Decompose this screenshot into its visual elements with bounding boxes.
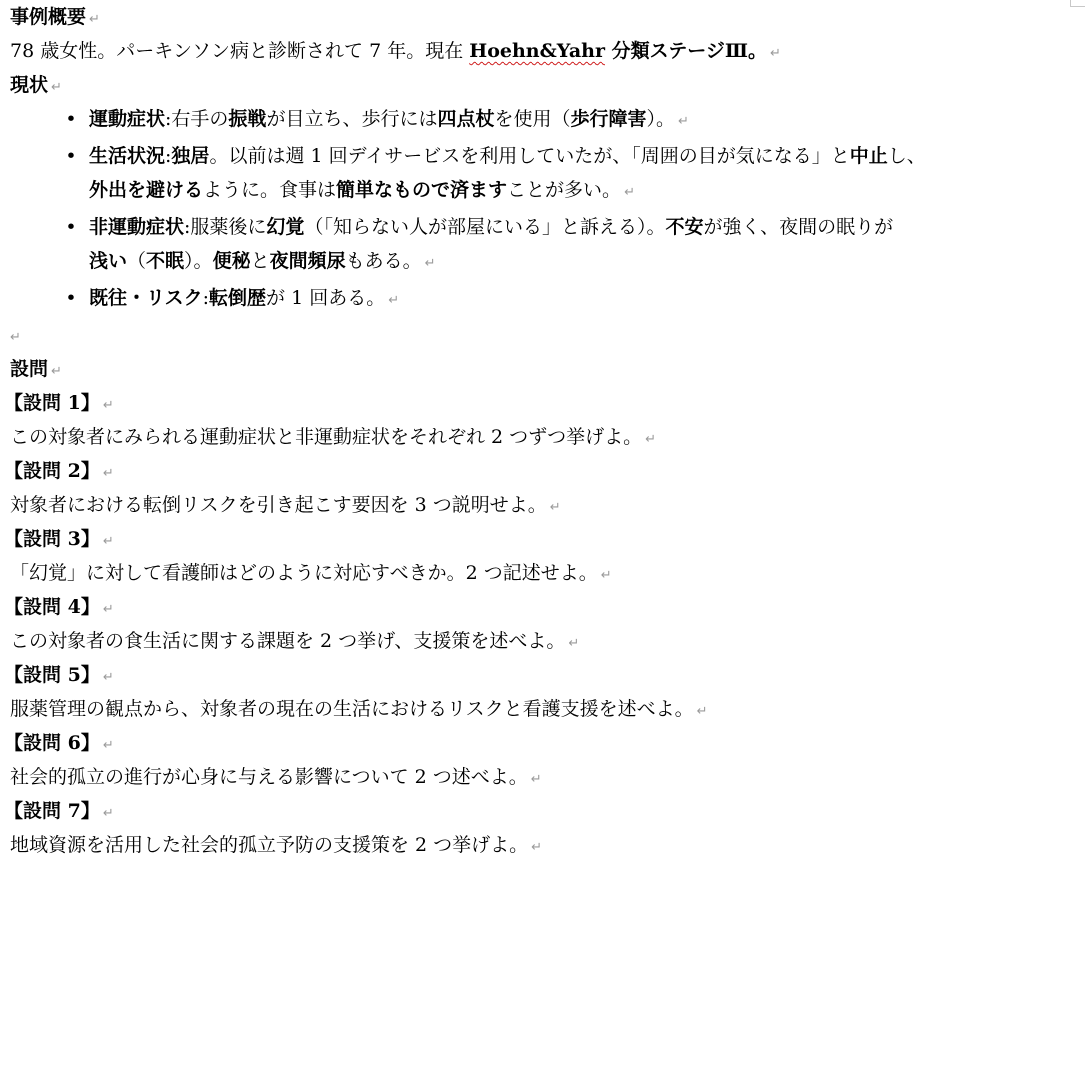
question-text-line bbox=[10, 488, 1078, 522]
question-label-line bbox=[4, 658, 1078, 692]
question-text-line bbox=[10, 692, 1078, 726]
bold-run: 転倒歴 bbox=[209, 287, 267, 309]
question-text-line bbox=[10, 420, 1078, 454]
status-heading-text: 現状 bbox=[10, 74, 49, 96]
bold-run: 不安 bbox=[665, 216, 704, 238]
bold-run: 浅い bbox=[89, 250, 128, 272]
text-run: : bbox=[165, 145, 172, 167]
paragraph-return-mark: ↵ bbox=[696, 704, 708, 719]
status-heading bbox=[10, 68, 1078, 102]
text-run: ことが多い。 bbox=[507, 179, 622, 201]
question-text: 対象者における転倒リスクを引き起こす要因を 3 つ説明せよ。 bbox=[10, 494, 547, 516]
bold-run: 運動症状 bbox=[89, 108, 166, 130]
text-run: が 1 回ある。 bbox=[266, 287, 386, 309]
status-bullet-item bbox=[10, 139, 1078, 210]
status-bullet-item bbox=[10, 210, 1078, 281]
paragraph-return-mark: ↵ bbox=[549, 500, 561, 515]
bold-run: 非運動症状 bbox=[89, 216, 185, 238]
question-text-line bbox=[10, 760, 1078, 794]
bullet-dot: • bbox=[65, 287, 77, 309]
status-bullet-item bbox=[10, 102, 1078, 139]
text-run: もある。 bbox=[345, 250, 422, 272]
question-text: 社会的孤立の進行が心身に与える影響について 2 つ述べよ。 bbox=[10, 766, 528, 788]
question-label-line bbox=[4, 386, 1078, 420]
text-run: ように。食事は bbox=[203, 179, 337, 201]
question-text: 地域資源を活用した社会的孤立予防の支援策を 2 つ挙げよ。 bbox=[10, 834, 529, 856]
bold-run: 振戦 bbox=[228, 108, 267, 130]
text-run: 。以前は週 1 回デイサービスを利用していたが、「周囲の目が気になる」と bbox=[209, 145, 850, 167]
question-label: 【設問 7】 bbox=[4, 800, 100, 822]
paragraph-return-mark: ↵ bbox=[530, 772, 542, 787]
question-label: 【設問 5】 bbox=[4, 664, 100, 686]
case-summary-suffix: 分類ステージⅢ。 bbox=[604, 40, 767, 62]
paragraph-return-mark: ↵ bbox=[568, 636, 580, 651]
paragraph-return-mark: ↵ bbox=[102, 738, 114, 753]
bullet-dot: • bbox=[65, 216, 77, 238]
text-run: （「知らない人が部屋にいる」と訴える）。 bbox=[304, 216, 666, 238]
bold-run: 四点杖 bbox=[437, 108, 495, 130]
document-page bbox=[4, 0, 1078, 862]
paragraph-return-mark: ↵ bbox=[102, 534, 114, 549]
paragraph-return-mark: ↵ bbox=[769, 46, 781, 61]
paragraph-return-mark: ↵ bbox=[102, 806, 114, 821]
bullet-dot: • bbox=[65, 108, 77, 130]
paragraph-return-mark: ↵ bbox=[89, 12, 100, 27]
text-run: ）。 bbox=[184, 250, 213, 272]
bold-run: 夜間頻尿 bbox=[269, 250, 346, 272]
question-text: この対象者の食生活に関する課題を 2 つ挙げ、支援策を述べよ。 bbox=[10, 630, 566, 652]
question-label: 【設問 6】 bbox=[4, 732, 100, 754]
paragraph-return-mark: ↵ bbox=[102, 398, 114, 413]
bold-run: 生活状況 bbox=[89, 145, 166, 167]
paragraph-return-mark: ↵ bbox=[531, 840, 543, 855]
paragraph-return-mark: ↵ bbox=[51, 80, 62, 95]
paragraph-return-mark: ↵ bbox=[424, 256, 436, 271]
questions-heading-text: 設問 bbox=[10, 358, 49, 380]
questions-heading bbox=[10, 352, 1078, 386]
question-label: 【設問 4】 bbox=[4, 596, 100, 618]
paragraph-return-mark: ↵ bbox=[10, 330, 21, 345]
paragraph-return-mark: ↵ bbox=[102, 602, 114, 617]
bold-run: 外出を避ける bbox=[89, 179, 204, 201]
bold-run: 歩行障害 bbox=[570, 108, 647, 130]
question-label-line bbox=[4, 590, 1078, 624]
empty-paragraph bbox=[10, 318, 1078, 352]
question-text: この対象者にみられる運動症状と非運動症状をそれぞれ 2 つずつ挙げよ。 bbox=[10, 426, 643, 448]
question-text-line bbox=[10, 828, 1078, 862]
bold-run: 幻覚 bbox=[266, 216, 305, 238]
case-summary-heading bbox=[10, 0, 1078, 34]
question-label-line bbox=[4, 522, 1078, 556]
text-run: と bbox=[250, 250, 270, 272]
bold-run: 不眠 bbox=[146, 250, 185, 272]
paragraph-return-mark: ↵ bbox=[102, 466, 114, 481]
question-text-line bbox=[10, 556, 1078, 590]
paragraph-return-mark: ↵ bbox=[678, 114, 689, 129]
status-bullet-item bbox=[10, 281, 1078, 318]
text-run: :右手の bbox=[165, 108, 229, 130]
case-summary-heading-text: 事例概要 bbox=[10, 6, 87, 28]
bold-run: 簡単なもので済ます bbox=[336, 179, 508, 201]
status-bullet-list bbox=[10, 102, 1078, 318]
text-run: を使用（ bbox=[494, 108, 571, 130]
paragraph-return-mark: ↵ bbox=[51, 364, 62, 379]
paragraph-return-mark: ↵ bbox=[600, 568, 612, 583]
question-label: 【設問 3】 bbox=[4, 528, 100, 550]
spellcheck-flagged-term: Hoehn&Yahr bbox=[469, 40, 605, 62]
text-run: ）。 bbox=[646, 108, 676, 130]
bold-run: 中止 bbox=[849, 145, 888, 167]
case-summary-prefix: 78 歳女性。パーキンソン病と診断されて 7 年。現在 bbox=[10, 40, 470, 62]
question-label-line bbox=[4, 726, 1078, 760]
question-label-line bbox=[4, 454, 1078, 488]
bold-run: 便秘 bbox=[212, 250, 251, 272]
text-run: : bbox=[202, 287, 210, 309]
paragraph-return-mark: ↵ bbox=[645, 432, 657, 447]
case-summary-text bbox=[10, 34, 1078, 68]
question-label-line bbox=[4, 794, 1078, 828]
question-label: 【設問 2】 bbox=[4, 460, 100, 482]
paragraph-return-mark: ↵ bbox=[624, 185, 635, 200]
bold-run: 独居 bbox=[171, 145, 210, 167]
question-label: 【設問 1】 bbox=[4, 392, 100, 414]
text-run: し、 bbox=[887, 145, 926, 167]
question-text: 服薬管理の観点から、対象者の現在の生活におけるリスクと看護支援を述べよ。 bbox=[10, 698, 694, 720]
text-run: が目立ち、歩行には bbox=[266, 108, 438, 130]
paragraph-return-mark: ↵ bbox=[102, 670, 114, 685]
paragraph-return-mark: ↵ bbox=[388, 293, 400, 308]
question-text-line bbox=[10, 624, 1078, 658]
question-text: 「幻覚」に対して看護師はどのように対応すべきか。2 つ記述せよ。 bbox=[10, 562, 598, 584]
questions-list bbox=[4, 386, 1078, 862]
bold-run: 既往・リスク bbox=[89, 287, 203, 309]
text-run: （ bbox=[127, 250, 147, 272]
bullet-dot: • bbox=[65, 145, 77, 167]
text-run: が強く、夜間の眠りが bbox=[703, 216, 894, 238]
text-run: :服薬後に bbox=[184, 216, 267, 238]
